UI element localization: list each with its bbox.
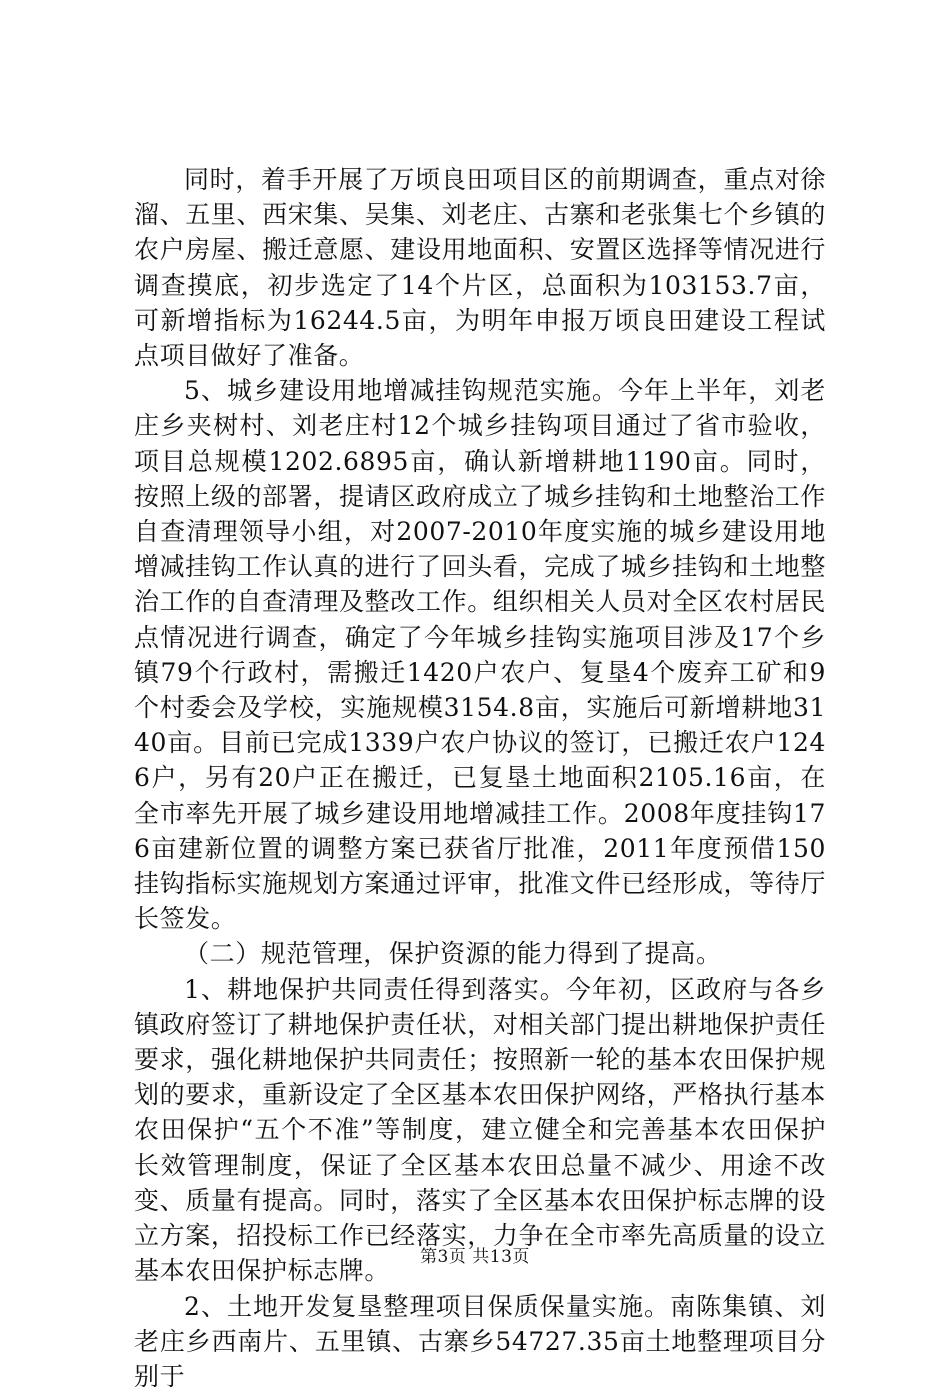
section-heading-management: （二）规范管理，保护资源的能力得到了提高。	[134, 936, 826, 971]
paragraph-farmland-protection: 1、耕地保护共同责任得到落实。今年初，区政府与各乡镇政府签订了耕地保护责任状，对相关部门提出耕地保护责任要求，强化耕地保护共同责任；按照新一轮的基本农田保护规划的要求，重新设定了全区基本农田保护网络，严格执行基本农田保护“五个不准”等制度，建立健全和完善基本农田保护长效管理制度，保证了全区基本农田总量不减少、用途不改变、质量有提高。同时，落实了全区基本农田保护标志牌的设立方案，招投标工作已经落实，力争在全市率先高质量的设立基本农田保护标志牌。	[134, 972, 826, 1289]
paragraph-land-reclamation: 2、土地开发复垦整理项目保质保量实施。南陈集镇、刘老庄乡西南片、五里镇、古寨乡54727.35亩土地整理项目分别于	[134, 1289, 826, 1394]
document-body	[134, 162, 826, 1394]
paragraph-survey: 同时，着手开展了万顷良田项目区的前期调查，重点对徐溜、五里、西宋集、吴集、刘老庄、古寨和老张集七个乡镇的农户房屋、搬迁意愿、建设用地面积、安置区选择等情况进行调查摸底，初步选定了14个片区，总面积为103153.7亩，可新增指标为16244.5亩，为明年申报万顷良田建设工程试点项目做好了准备。	[134, 162, 826, 373]
page-number-footer: 第3页 共13页	[0, 1246, 950, 1268]
paragraph-land-linkage: 5、城乡建设用地增减挂钩规范实施。今年上半年，刘老庄乡夹树村、刘老庄村12个城乡挂钩项目通过了省市验收，项目总规模1202.6895亩，确认新增耕地1190亩。同时，按照上级的部署，提请区政府成立了城乡挂钩和土地整治工作自查清理领导小组，对2007-2010年度实施的城乡建设用地增减挂钩工作认真的进行了回头看，完成了城乡挂钩和土地整治工作的自查清理及整改工作。组织相关人员对全区农村居民点情况进行调查，确定了今年城乡挂钩实施项目涉及17个乡镇79个行政村，需搬迁1420户农户、复垦4个废弃工矿和9个村委会及学校，实施规模3154.8亩，实施后可新增耕地3140亩。目前已完成1339户农户协议的签订，已搬迁农户1246户，另有20户正在搬迁，已复垦土地面积2105.16亩，在全市率先开展了城乡建设用地增减挂工作。2008年度挂钩176亩建新位置的调整方案已获省厅批准，2011年度预借150挂钩指标实施规划方案通过评审，批准文件已经形成，等待厅长签发。	[134, 373, 826, 936]
